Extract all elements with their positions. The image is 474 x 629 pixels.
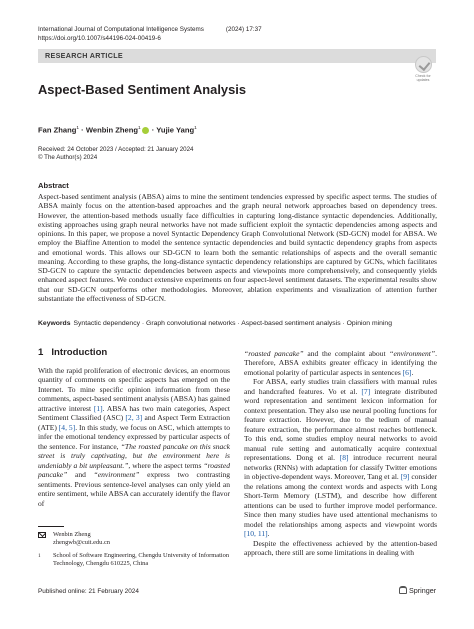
received-accepted: Received: 24 October 2023 / Accepted: 21 January 2024 bbox=[38, 146, 194, 153]
check-updates-line1: Check for bbox=[415, 74, 431, 78]
orcid-icon[interactable] bbox=[142, 127, 149, 134]
section-heading bbox=[38, 347, 230, 359]
corresponding-email[interactable]: zhengwb@cuit.edu.cn bbox=[53, 539, 110, 547]
author-3-affiliation: 1 bbox=[194, 126, 197, 131]
intro-paragraph-1-cont: “roasted pancake” and the complaint about “environment”. Therefore, ABSA exhibits greater efficacy in identifying the emotional polarity of particular aspects in sentences [6]. bbox=[244, 349, 437, 377]
author-3[interactable]: Yujie Yang bbox=[156, 125, 195, 135]
copyright: © The Author(s) 2024 bbox=[38, 154, 98, 162]
citation-link[interactable]: [10, 11] bbox=[244, 529, 268, 539]
keywords-label: Keywords bbox=[38, 320, 71, 327]
author-2[interactable]: Wenbin Zheng bbox=[85, 125, 138, 135]
citation-link[interactable]: [6] bbox=[402, 367, 412, 377]
footnotes bbox=[38, 531, 230, 573]
intro-paragraph-1: With the rapid proliferation of electronic devices, an enormous quantity of comments on specific aspects has emerged on the Internet. To mine specific opinion information from these comments, aspect-based sentiment analysis (ABSA) has gained attractive interest [1]. ABSA has two main categories, Aspect Sentiment Classified (ASC) [2, 3] and Aspect Term Extraction (ATE) [4, 5]. In this study, we focus on ASC, which attempts to infer the emotional tendency expressed by particular aspects of the sentence. For instance, “The roasted pancake on this snack street is truly captivating, but the environment here is undeniably a bit unpleasant.”, where the aspect terms “roasted pancake” and “environment” express two contrasting sentiments. Previous sentence-level analyses can only yield an entire sentiment, while ABSA can accurately identify the flavor of bbox=[38, 366, 230, 508]
issue-info: (2024) 17:37 bbox=[225, 26, 262, 33]
doi-link[interactable]: https://doi.org/10.1007/s44196-024-00419-6 bbox=[38, 35, 161, 42]
intro-paragraph-2: For ABSA, early studies train classifiers with manual rules and handcrafted features. Vo et al. [7] integrate distributed word representation and sentiment lexicon information for context presentation. They also use neural pooling functions for feature extraction. However, due to the tedium of manual feature extraction, the performance almost reaches bottleneck. To this end, some studies employ neural networks to avoid manual rule setting and automatically acquire contextual representations. Dong et al. [8] introduce recurrent neural networks (RNNs) with adaptation for classify Twitter emotions in objective-dependent ways. Moreover, Tang et al. [9] consider the relations among the context words and aspects with Long Short-Term Memory (LSTM), and describe how different attentions can be used to further improve model performance. Since then many studies have used attentional mechanisms to model the relationships among aspects and viewpoint words [10, 11]. bbox=[244, 377, 438, 539]
citation-link[interactable]: [8] bbox=[339, 453, 349, 463]
journal-name: International Journal of Computational Intelligence Systems bbox=[38, 26, 204, 33]
affiliation-number: 1 bbox=[38, 553, 41, 560]
left-column bbox=[38, 347, 230, 508]
affiliation-note bbox=[38, 552, 230, 568]
footnote-divider bbox=[38, 526, 64, 527]
author-1[interactable]: Fan Zhang bbox=[38, 125, 77, 135]
right-column bbox=[244, 349, 437, 558]
citation-link[interactable]: [1] bbox=[93, 403, 103, 413]
citation-link[interactable]: [2, 3] bbox=[125, 413, 143, 423]
section-number: 1 bbox=[38, 347, 44, 358]
author-2-affiliation: 1 bbox=[137, 126, 141, 131]
abstract-heading: Abstract bbox=[38, 181, 69, 190]
keywords bbox=[38, 319, 437, 328]
affiliation-text: School of Software Engineering, Chengdu University of Information Technology, Chengdu 610225, China bbox=[53, 552, 230, 568]
paper-title: Aspect-Based Sentiment Analysis bbox=[38, 82, 246, 97]
publisher-logo[interactable] bbox=[399, 586, 436, 596]
author-1-affiliation: 1 bbox=[76, 126, 80, 131]
keywords-text: Syntactic dependency · Graph convolutional networks · Aspect-based sentiment analysis · Opinion mining bbox=[73, 320, 392, 327]
section-title: Introduction bbox=[51, 347, 108, 358]
citation-link[interactable]: [4, 5] bbox=[58, 422, 76, 432]
envelope-icon bbox=[38, 532, 46, 538]
publisher-name: Springer bbox=[409, 586, 437, 595]
citation-link[interactable]: [7] bbox=[361, 386, 371, 396]
article-type-banner: RESEARCH ARTICLE bbox=[38, 49, 436, 63]
running-header bbox=[38, 25, 262, 43]
abstract-text: Aspect-based sentiment analysis (ABSA) aims to mine the sentiment tendencies expressed by specific aspect terms. The studies of ABSA mainly focus on the attention-based approaches and the graph neural network approaches based on dependency trees. However, the attention-based methods usually face difficulties in capturing long-distance syntactic dependencies. Additionally, existing approaches using graph neural networks have not made sufficient exploit the syntactic dependencies among aspects and opinions. In this paper, we propose a novel Syntactic Dependency Graph Convolutional Network (SD-GCN) model for ABSA. We employ the Biaffine Attention to model the sentence syntactic dependencies and build syntactic dependency graphs from aspects and emotional words. This allows our SD-GCN to learn both the semantic relationships of aspects and the overall semantic meaning. According to these graphs, the long-distance syntactic dependency relationships are captured by GCNs, which facilitates SD-GCN to capture the syntactic dependencies between aspects and viewpoints more comprehensively, and consequently yields enhanced aspect features. We conduct extensive experiments on four aspect-level sentiment datasets. The experimental results show that our SD-GCN outperforms other methodologies. Moreover, ablation experiments and visualization of attention further substantiate the effectiveness of SD-GCN. bbox=[38, 192, 437, 303]
published-online: Published online: 21 February 2024 bbox=[38, 588, 139, 595]
check-updates-icon bbox=[415, 56, 432, 73]
abstract-section bbox=[38, 181, 437, 303]
author-list: Fan Zhang$^1$ · Wenbin Zheng$^1$ · Yujie Yang$^1$ bbox=[38, 125, 197, 135]
springer-horse-icon bbox=[399, 586, 407, 594]
check-for-updates-badge[interactable] bbox=[408, 56, 438, 82]
corresponding-author bbox=[38, 531, 230, 547]
citation-link[interactable]: [9] bbox=[400, 472, 410, 482]
corresponding-name: Wenbin Zheng bbox=[53, 531, 91, 538]
article-dates bbox=[38, 146, 193, 162]
check-updates-line2: updates bbox=[416, 78, 430, 82]
intro-paragraph-3: Despite the effectiveness achieved by the attention-based approach, there still are some limitations in dealing with bbox=[244, 538, 437, 558]
